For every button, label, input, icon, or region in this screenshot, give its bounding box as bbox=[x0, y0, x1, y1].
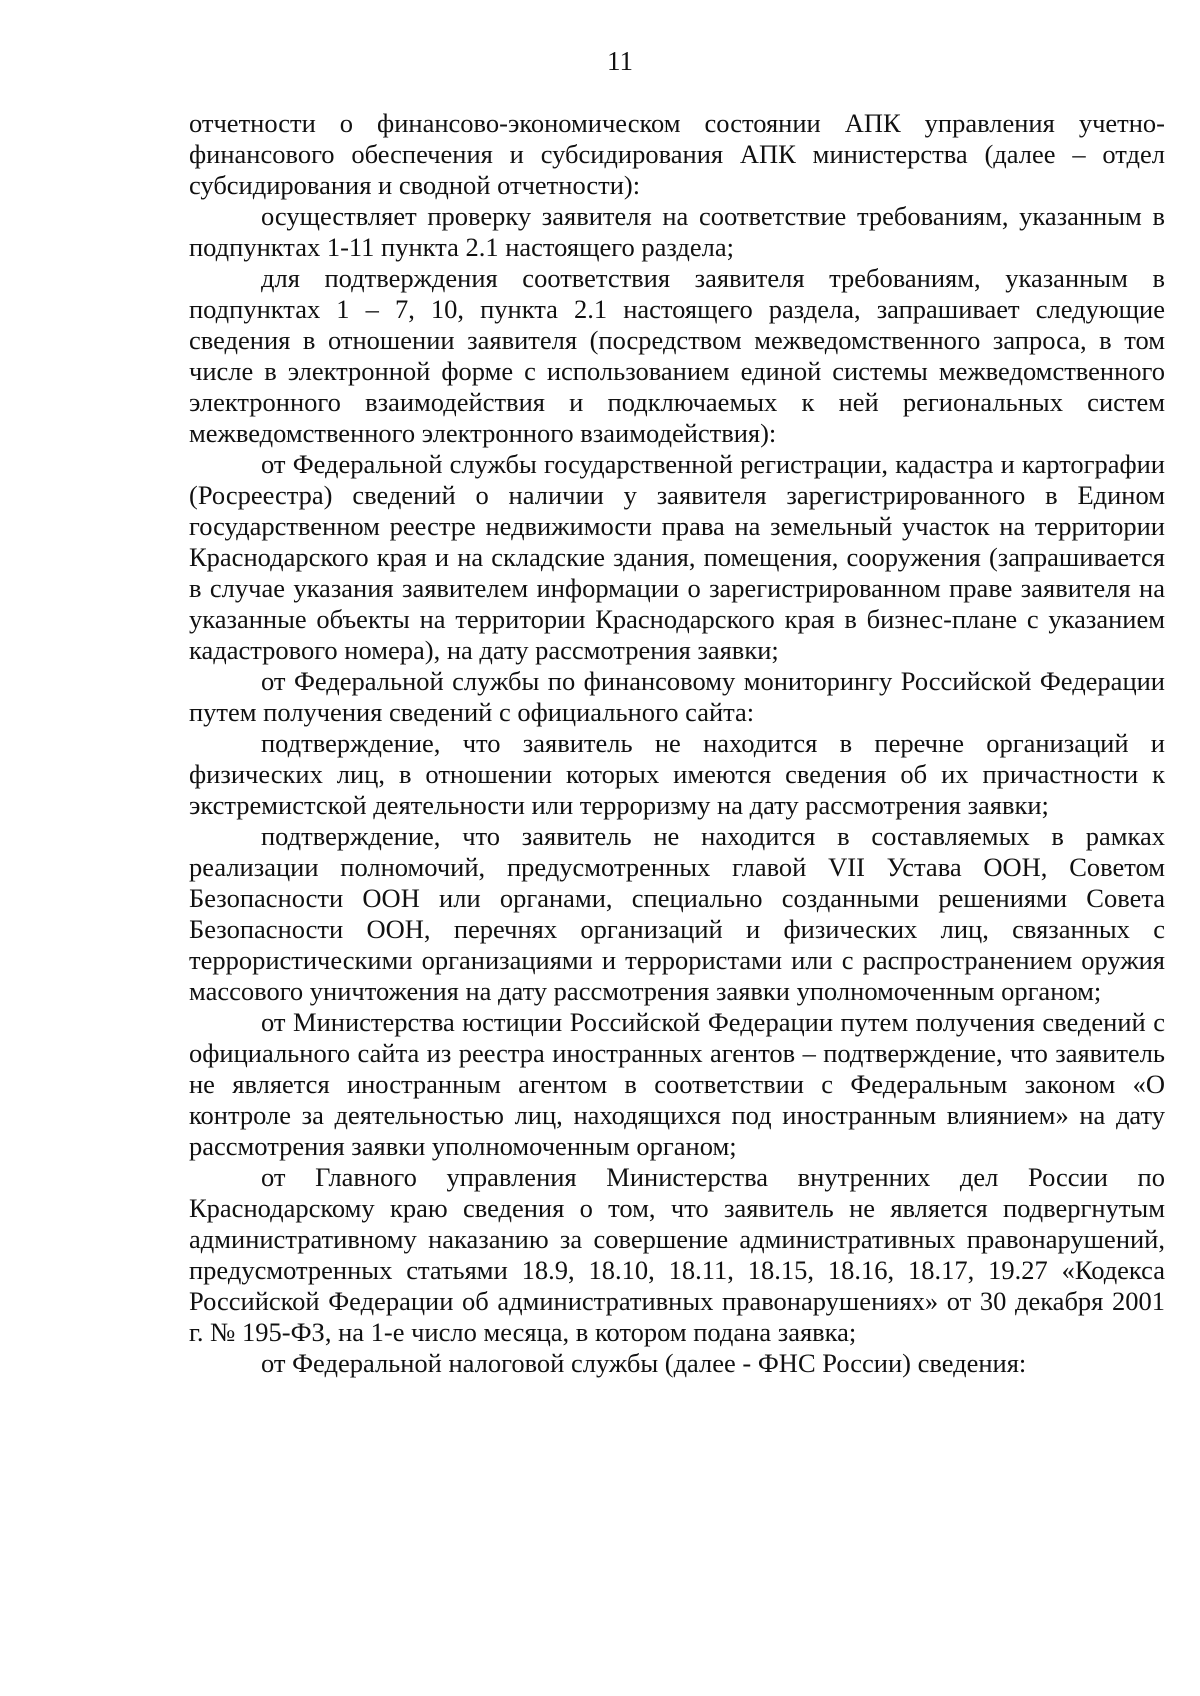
paragraph-minjust: от Министерства юстиции Российской Федерации путем получения сведений с официального сайта из реестра иностранных агентов – подтверждение, что заявитель не является иностранным агентом в соответствии с Федеральным законом «О контроле за деятельностью лиц, находящихся под иностранным влиянием» на дату рассмотрения заявки уполномоченным органом; bbox=[189, 1007, 1165, 1161]
paragraph-extremism-check: подтверждение, что заявитель не находится в перечне организаций и физических лиц, в отношении которых имеются сведения об их причастности к экстремистской деятельности или терроризму на дату рассмотрения заявки; bbox=[189, 728, 1165, 820]
paragraph-fns: от Федеральной налоговой службы (далее - ФНС России) сведения: bbox=[261, 1348, 1027, 1378]
paragraph-finmonitoring: от Федеральной службы по финансовому мониторингу Российской Федерации путем получения сведений с официального сайта: bbox=[189, 666, 1165, 727]
paragraph-un-lists-check: подтверждение, что заявитель не находится в составляемых в рамках реализации полномочий, предусмотренных главой VII Устава ООН, Советом Безопасности ООН или органами, специально созданными решениями Совета Безопасности ООН, перечнях организаций и физических лиц, связанных с террористическими организациями и террористами или с распространением оружия массового уничтожения на дату рассмотрения заявки уполномоченным органом; bbox=[189, 821, 1165, 1006]
paragraph-continuation: отчетности о финансово-экономическом состоянии АПК управления учетно-финансового обеспечения и субсидирования АПК министерства (далее – отдел субсидирования и сводной отчетности): bbox=[189, 108, 1165, 200]
paragraph-rosreestr: от Федеральной службы государственной регистрации, кадастра и картографии (Росреестра) сведений о наличии у заявителя зарегистрированного в Едином государственном реестре недвижимости права на земельный участок на территории Краснодарского края и на складские здания, помещения, сооружения (запрашивается в случае указания заявителем информации о зарегистрированном праве заявителя на указанные объекты на территории Краснодарского края в бизнес-плане с указанием кадастрового номера), на дату рассмотрения заявки; bbox=[189, 449, 1165, 665]
document-body bbox=[189, 108, 1165, 1379]
paragraph-verification: осуществляет проверку заявителя на соответствие требованиям, указанным в подпунктах 1-11 пункта 2.1 настоящего раздела; bbox=[189, 201, 1165, 262]
paragraph-requests: для подтверждения соответствия заявителя требованиям, указанным в подпунктах 1 – 7, 10, пункта 2.1 настоящего раздела, запрашивает следующие сведения в отношении заявителя (посредством межведомственного запроса, в том числе в электронной форме с использованием единой системы межведомственного электронного взаимодействия и подключаемых к ней региональных систем межведомственного электронного взаимодействия): bbox=[189, 263, 1165, 448]
paragraph-mvd: от Главного управления Министерства внутренних дел России по Краснодарскому краю сведения о том, что заявитель не является подвергнутым административному наказанию за совершение административных правонарушений, предусмотренных статьями 18.9, 18.10, 18.11, 18.15, 18.16, 18.17, 19.27 «Кодекса Российской Федерации об административных правонарушениях» от 30 декабря 2001 г. № 195-ФЗ, на 1-е число месяца, в котором подана заявка; bbox=[189, 1162, 1165, 1347]
page-number: 11 bbox=[607, 46, 633, 76]
